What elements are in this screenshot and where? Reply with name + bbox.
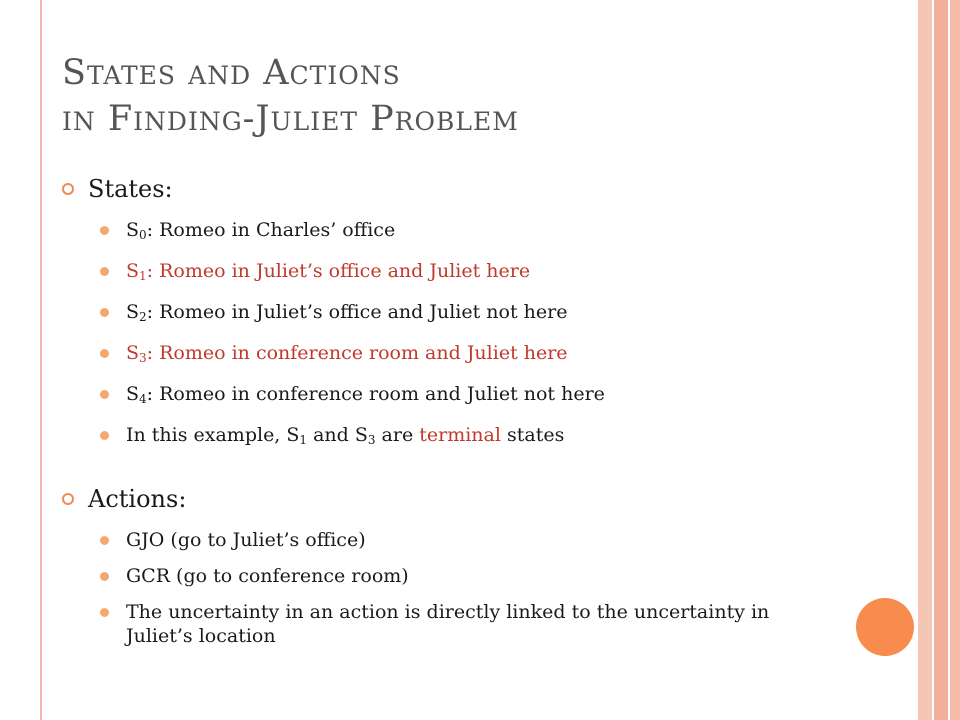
- slide-title: [62, 50, 862, 142]
- states-heading: States:: [62, 172, 822, 206]
- right-decorative-stripes: [918, 0, 960, 720]
- state-item-s2: $S_2$: Romeo in Juliet’s office and Juliet not here: [62, 300, 822, 329]
- state-item-s3: $S_3$: Romeo in conference room and Juliet here: [62, 341, 822, 370]
- dot-bullet-icon: [100, 572, 109, 581]
- action-item-gjo: GJO (go to Juliet’s office): [62, 528, 822, 552]
- state-item-s4: $S_4$: Romeo in conference room and Juliet not here: [62, 382, 822, 411]
- ring-bullet-icon: [62, 493, 74, 505]
- decorative-circle: [856, 598, 914, 656]
- slide-content: [62, 172, 822, 648]
- terminal-states-note: In this example, $S_1$ and $S_3$ are terminal states: [62, 423, 822, 452]
- state-item-s1: $S_1$: Romeo in Juliet’s office and Juliet here: [62, 259, 822, 288]
- title-line-1: States and Actions: [62, 53, 401, 93]
- title-line-2: in Finding-Juliet Problem: [62, 99, 519, 139]
- terminal-highlight: terminal: [419, 424, 501, 446]
- action-item-gcr: GCR (go to conference room): [62, 564, 822, 588]
- dot-bullet-icon: [100, 390, 109, 399]
- ring-bullet-icon: [62, 183, 74, 195]
- dot-bullet-icon: [100, 608, 109, 617]
- dot-bullet-icon: [100, 226, 109, 235]
- dot-bullet-icon: [100, 267, 109, 276]
- dot-bullet-icon: [100, 536, 109, 545]
- dot-bullet-icon: [100, 349, 109, 358]
- actions-heading: Actions:: [62, 482, 822, 516]
- left-frame-line: [40, 0, 42, 720]
- action-uncertainty-note: The uncertainty in an action is directly linked to the uncertainty in Juliet’s location: [62, 600, 822, 648]
- dot-bullet-icon: [100, 308, 109, 317]
- state-item-s0: $S_0$: Romeo in Charles’ office: [62, 218, 822, 247]
- dot-bullet-icon: [100, 431, 109, 440]
